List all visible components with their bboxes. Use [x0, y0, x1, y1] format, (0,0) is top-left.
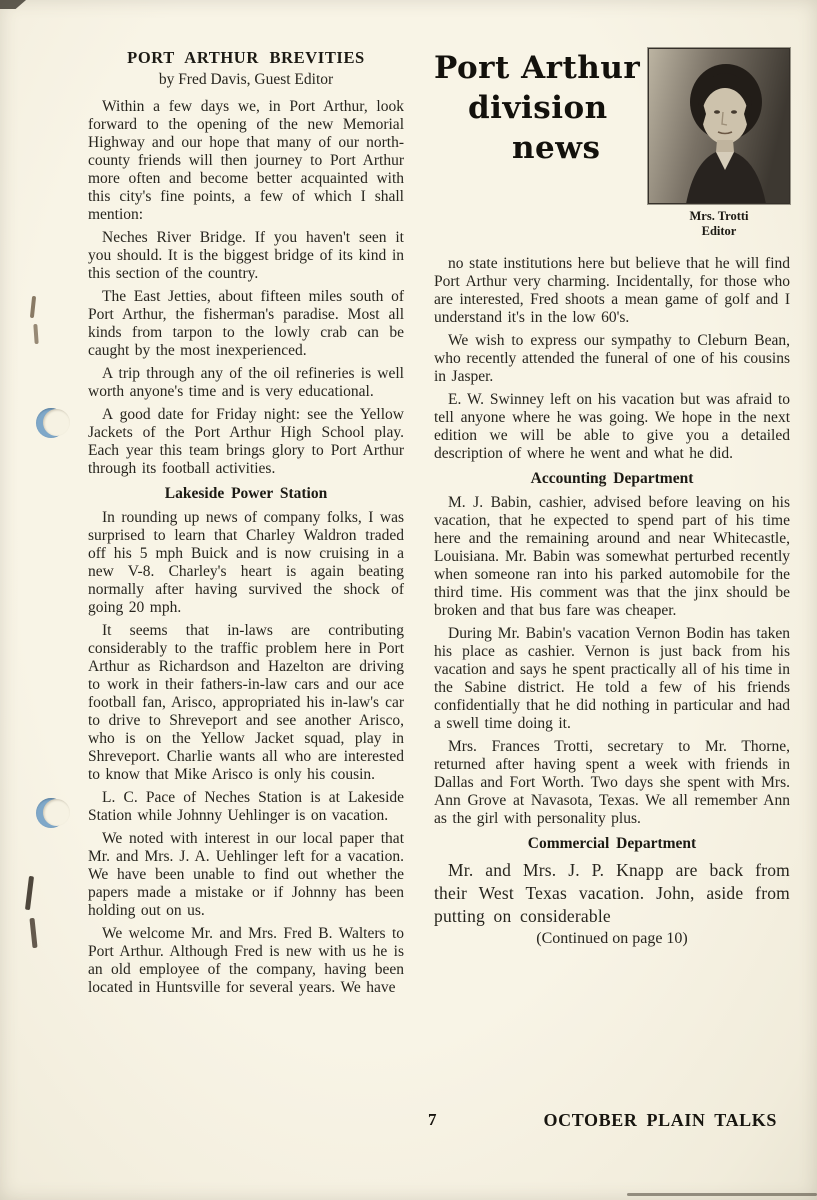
article-paragraph: A trip through any of the oil refineries is well worth anyone's time and is very educational. — [88, 365, 404, 400]
photo-caption — [648, 209, 790, 239]
article-paragraph: We wish to express our sympathy to Cleburn Bean, who recently attended the funeral of one of his cousins in Jasper. — [434, 332, 790, 385]
scan-edge-mark — [627, 1193, 817, 1196]
article-paragraph: Within a few days we, in Port Arthur, look forward to the opening of the new Memorial Highway and our hope that many of our north-county friends will then journey to Port Arthur more often and become better acquainted with this city's fine points, a few of which I shall mention: — [88, 98, 404, 223]
article-paragraph: The East Jetties, about fifteen miles south of Port Arthur, the fisherman's paradise. Most all kinds from tarpon to the lowly crab can be caught by the most inexperienced. — [88, 288, 404, 359]
article-paragraph: no state institutions here but believe that he will find Port Arthur very charming. Incidentally, for those who are interested, Fred shoots a mean game of golf and I understand it's in the low 60's. — [434, 255, 790, 326]
article-paragraph: E. W. Swinney left on his vacation but was afraid to tell anyone where he was going. We hope in the next edition we will be able to give you a detailed description of where he went and what he did. — [434, 391, 790, 462]
photo-caption-role: Editor — [701, 224, 737, 238]
binder-hole-top — [36, 408, 66, 438]
masthead-line: news — [512, 130, 601, 166]
page-number: 7 — [428, 1110, 437, 1129]
staple-mark — [33, 324, 38, 344]
article-paragraph: It seems that in-laws are contributing considerably to the traffic problem here in Port Arthur as Richardson and Hazelton are driving to work in their fathers-in-law cars and our ace football fan, Arisco, appropriated his in-law's car to drive to Shreveport and see another Arisco, who is on the Yellow Jacket squad, play in Shreveport. Charlie wants all who are interested to know that Mike Arisco is only his cousin. — [88, 622, 404, 783]
page-content — [88, 48, 790, 1002]
article-paragraph: In rounding up news of company folks, I was surprised to learn that Charley Waldron traded off his 5 mph Buick and is now cruising in a new V-8. Charley's heart is again beating normally after having survived the shock of going 20 mph. — [88, 509, 404, 616]
staple-mark — [25, 876, 34, 910]
division-masthead — [434, 48, 648, 239]
editor-photo-block — [648, 48, 790, 239]
article-paragraph: L. C. Pace of Neches Station is at Lakeside Station while Johnny Uehlinger is on vacation. — [88, 789, 404, 824]
division-masthead-row — [434, 48, 790, 239]
photo-caption-name: Mrs. Trotti — [689, 209, 749, 223]
masthead-line: division — [468, 90, 608, 126]
page-footer — [0, 1110, 777, 1134]
article-paragraph: We noted with interest in our local paper that Mr. and Mrs. J. A. Uehlinger left for a vacation. We have been unable to find out whether the papers made a mistake or if Johnny has been holding out on us. — [88, 830, 404, 919]
article-byline: by Fred Davis, Guest Editor — [158, 71, 334, 88]
article-paragraph: Mr. and Mrs. J. P. Knapp are back from their West Texas vacation. John, aside from putting on considerable — [434, 860, 790, 926]
article-title: PORT ARTHUR BREVITIES — [127, 48, 365, 67]
section-heading-lakeside: Lakeside Power Station — [164, 485, 328, 502]
article-paragraph: A good date for Friday night: see the Yellow Jackets of the Port Arthur High School play. Each year this team brings glory to Port Arthur through its football activities. — [88, 406, 404, 477]
article-paragraph: Neches River Bridge. If you haven't seen it you should. It is the biggest bridge of its kind in this section of the country. — [88, 229, 404, 282]
section-heading-commercial: Commercial Department — [527, 835, 697, 852]
article-paragraph: During Mr. Babin's vacation Vernon Bodin has taken his place as cashier. Vernon is just back from his vacation and says he spent practically all of his time in the Sabine district. He told a few of his friends confidentially that he did nothing in particular and had a swell time doing it. — [434, 625, 790, 732]
staple-mark — [30, 296, 36, 318]
editor-portrait-photo — [648, 48, 790, 204]
section-heading-accounting: Accounting Department — [530, 470, 694, 487]
right-column — [434, 48, 790, 1002]
left-column — [88, 48, 404, 1002]
article-paragraph: Mrs. Frances Trotti, secretary to Mr. Thorne, returned after having spent a week with friends in Dallas and Fort Worth. Two days she spent with Mrs. Ann Grove at Navasota, Texas. We all remember Ann as the girl with personality plus. — [434, 738, 790, 827]
publication-title: OCTOBER PLAIN TALKS — [543, 1110, 777, 1130]
masthead-line: Port Arthur — [434, 50, 641, 86]
commercial-paragraph-block — [434, 859, 790, 928]
article-paragraph: M. J. Babin, cashier, advised before leaving on his vacation, that he expected to spend part of his time here and the remaining around and near Whitecastle, Louisiana. Mr. Babin was somewhat perturbed recently when someone ran into his parked automobile for the third time. His comment was that the jinx should be broken and that bus fare was cheaper. — [434, 494, 790, 619]
scan-corner-mark — [0, 0, 26, 9]
continued-note: (Continued on page 10) — [536, 930, 688, 947]
article-paragraph: We welcome Mr. and Mrs. Fred B. Walters to Port Arthur. Although Fred is new with us he is an old employee of the company, having been located in Huntsville for several years. We have — [88, 925, 404, 996]
binder-hole-bottom — [36, 798, 66, 828]
staple-mark — [29, 918, 37, 948]
